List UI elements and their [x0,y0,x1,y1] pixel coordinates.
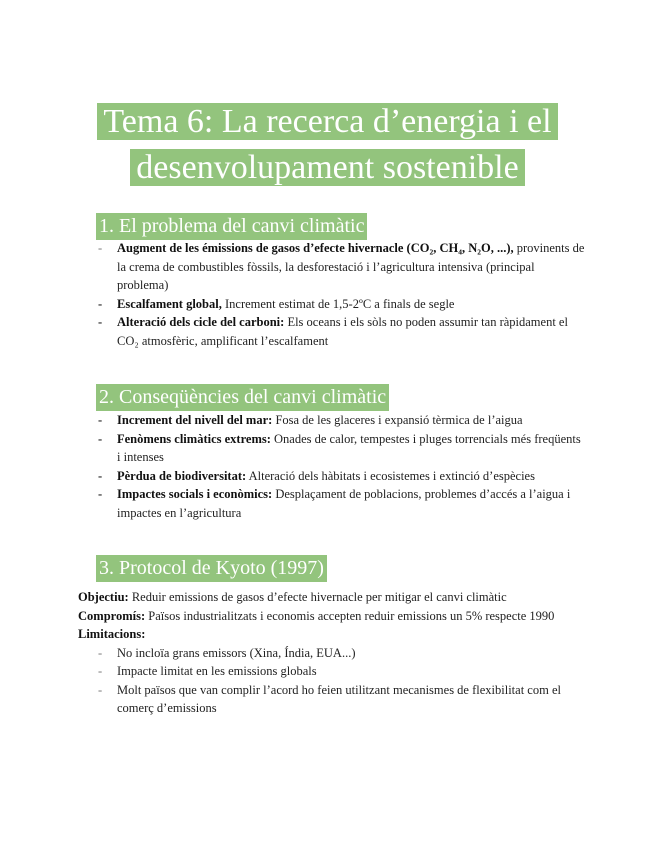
list-item: - No incloïa grans emissors (Xina, Índia, EUA...) [98,645,356,660]
list-item: - Fenòmens climàtics extrems: Onades de calor, tempestes i pluges torrencials més freqüents i intenses [98,431,581,464]
section-3-heading: 3. Protocol de Kyoto (1997) [96,555,327,582]
paragraph-commitment: Compromís: Països industrialitzats i economis accepten reduir emissions un 5% respecte 1990 [78,608,555,623]
list-item: - Molt països que van complir l’acord ho feien utilitzant mecanismes de flexibilitat com el comerç d’emissions [98,682,561,715]
list-item: - Augment de les émissions de gasos d’efecte hivernacle (CO₂, CH₄, N₂O, ...), provinents de la crema de combustibles fòssils, la desforestació i l’agricultura intensiva (principal problema) [98,241,585,292]
list-item: - Escalfament global, Increment estimat de 1,5-2ºC a finals de segle [98,296,455,311]
list-item: - Increment del nivell del mar: Fosa de les glaceres i expansió tèrmica de l’aigua [98,413,523,427]
section-2-list [0,411,655,522]
section-2-heading: 2. Conseqüències del canvi climàtic [96,384,389,411]
section-3-body [0,588,655,718]
list-item: - Alteració dels cicle del carboni: Els oceans i els sòls no poden assumir tan ràpidament el CO₂ atmosfèric, amplificant l’escalfament [98,315,568,348]
section-1-list [0,239,655,350]
list-item: - Impactes socials i econòmics: Desplaçament de poblacions, problemes d’accés a l’aigua i impactes en l’agricultura [98,487,571,520]
paragraph-objective: Objectiu: Reduir emissions de gasos d’efecte hivernacle per mitigar el canvi climàtic [78,590,507,604]
paragraph-limitations: Limitacions: [78,627,146,641]
section-1-heading: 1. El problema del canvi climàtic [96,213,367,240]
title-line-2: desenvolupament sostenible [0,146,655,190]
list-item: - Pèrdua de biodiversitat: Alteració dels hàbitats i ecosistemes i extinció d’espècies [98,468,535,483]
title-line-1: Tema 6: La recerca d’energia i el [0,100,655,144]
list-item: - Impacte limitat en les emissions globals [98,664,317,678]
